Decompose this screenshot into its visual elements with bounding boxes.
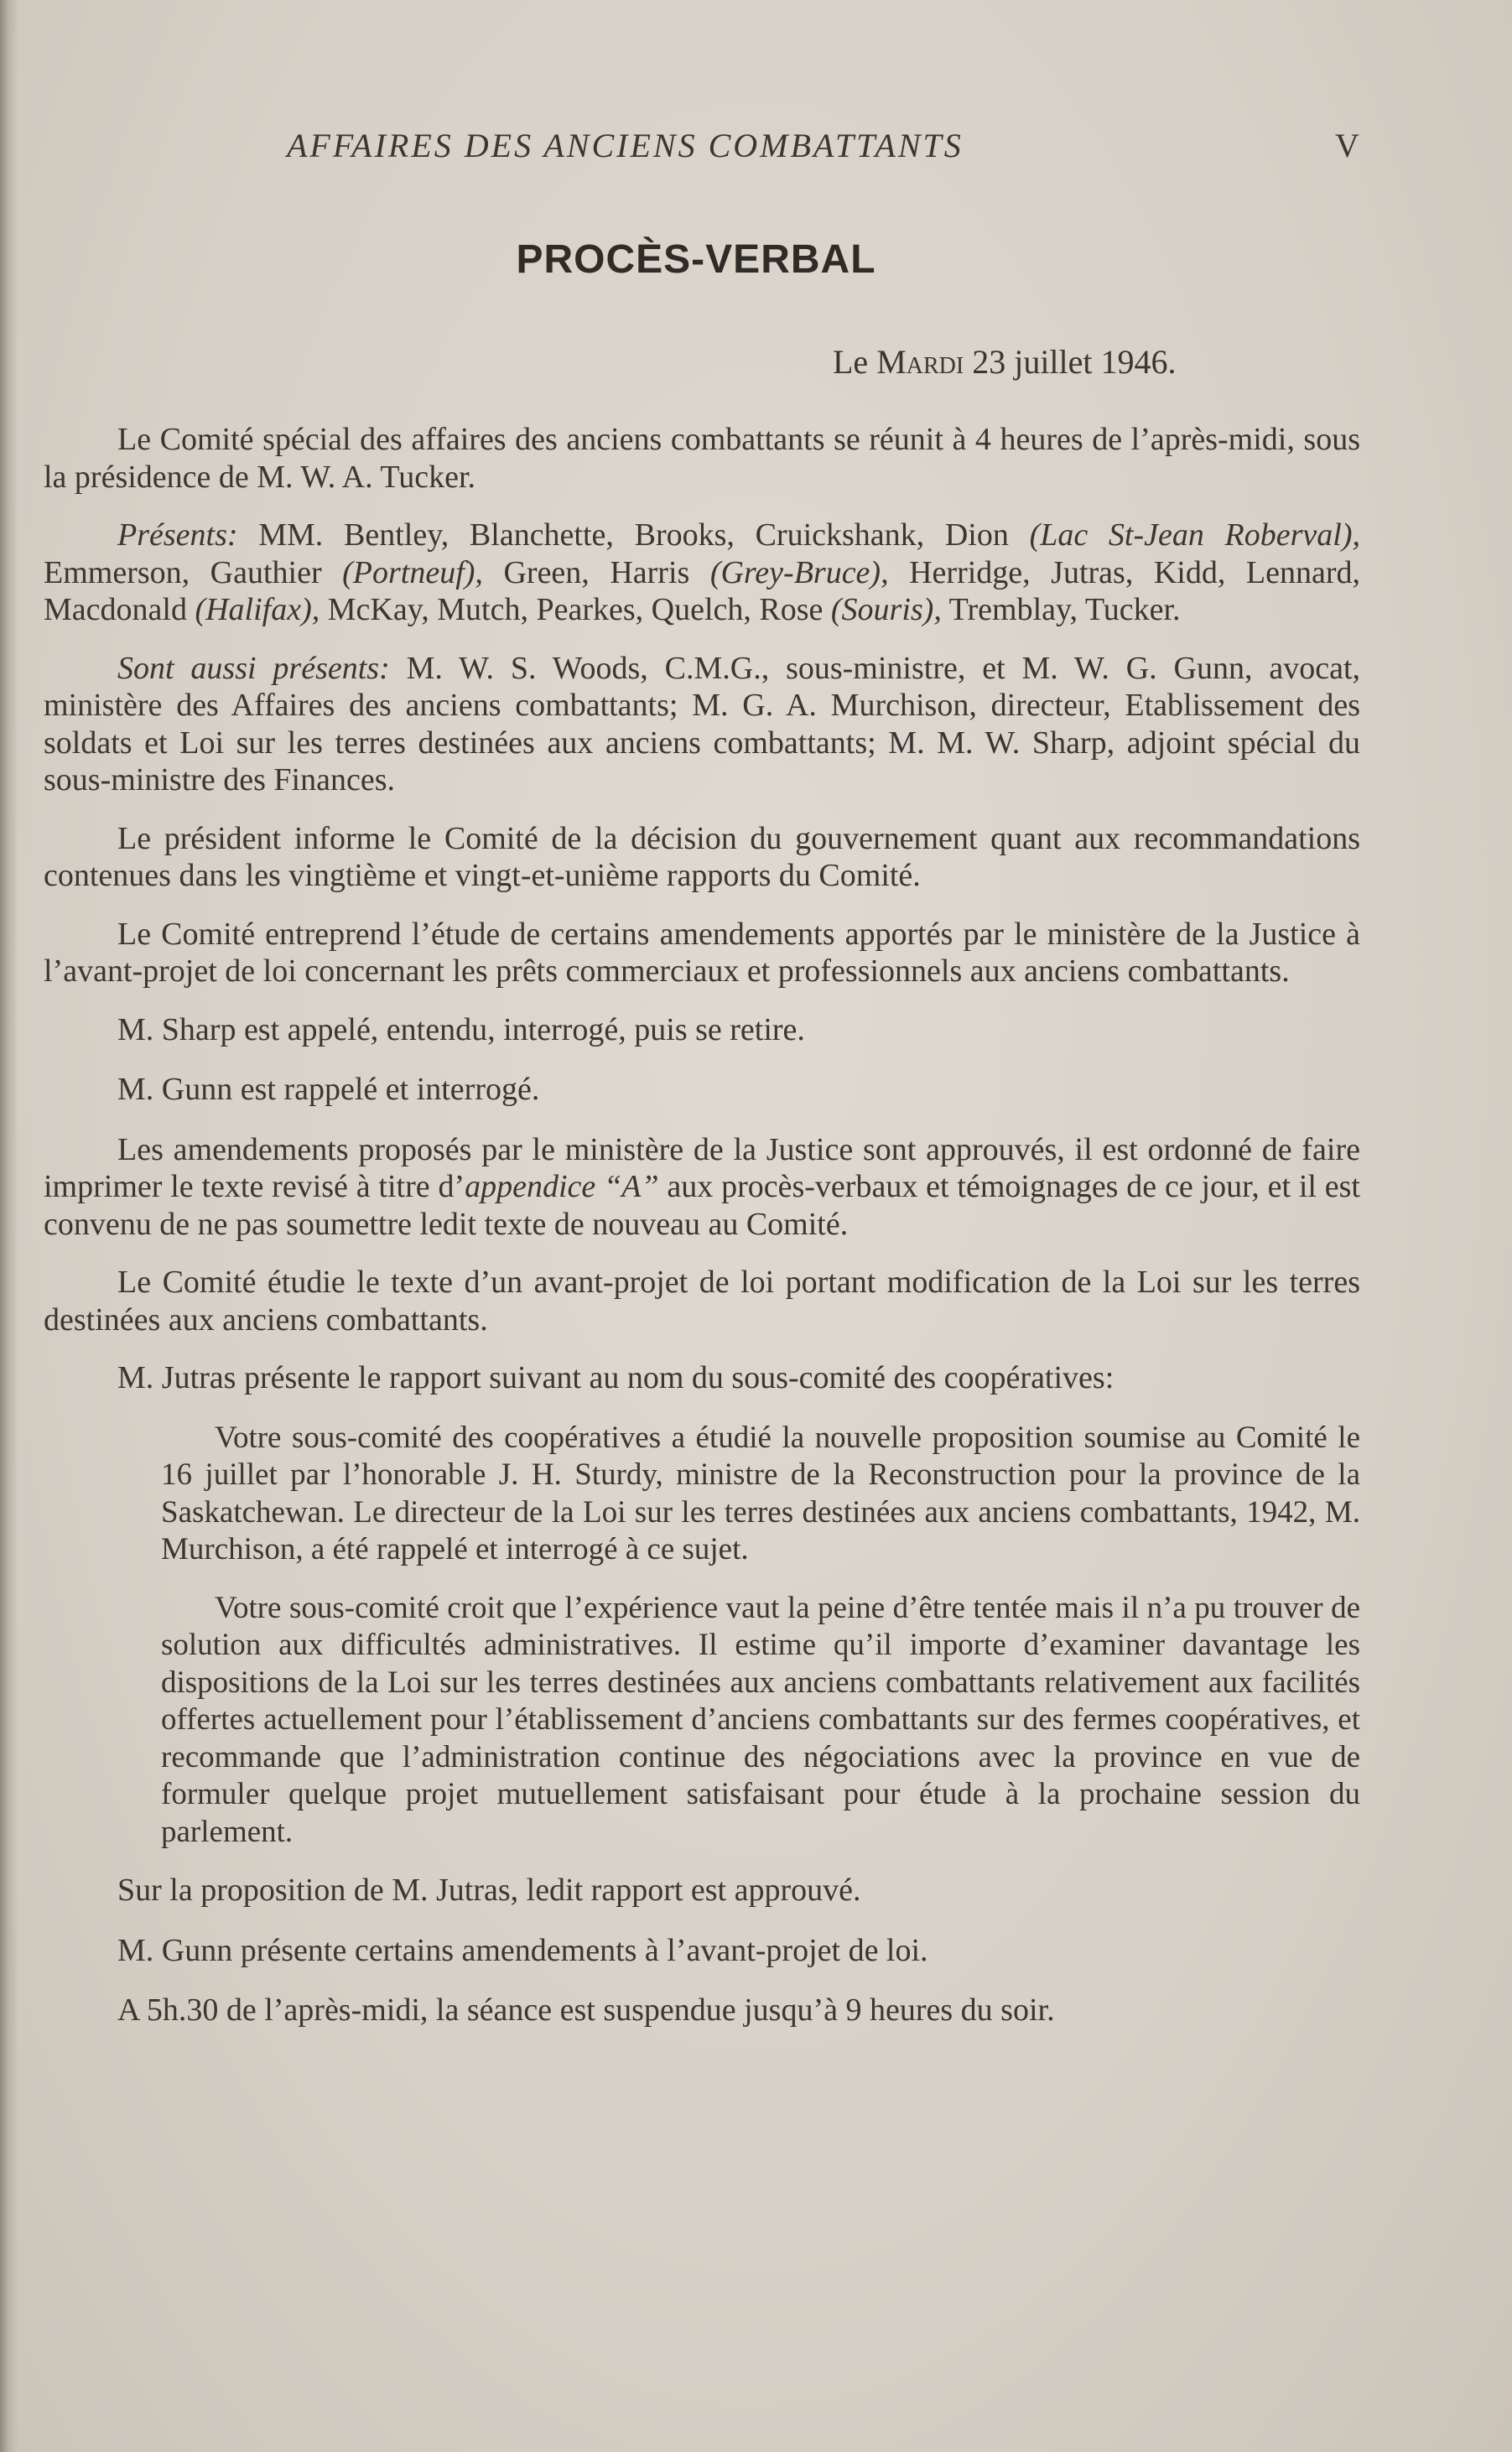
paragraph-bill-study: Le Comité étudie le texte d’un avant-projet de loi portant modification de la Loi sur les terres destinées aux anciens combattants. (44, 1265, 1360, 1338)
paragraph-amendments-approved: Les amendements proposés par le ministère de la Justice sont approuvés, il est ordonné de faire imprimer le texte revisé à titre d’appendice “A” aux procès-verbaux et témoignages de ce jour, et il est convenu de ne pas soumettre ledit texte de nouveau au Comité. (44, 1131, 1360, 1242)
page-title: PROCÈS-VERBAL (516, 237, 876, 282)
paragraph-adjournment: A 5h.30 de l’après-midi, la séance est suspendue jusqu’à 9 heures du soir. (117, 1992, 1055, 2028)
meeting-date (833, 342, 1177, 382)
paragraph-report-approved: Sur la proposition de M. Jutras, ledit rapport est approuvé. (117, 1873, 861, 1908)
paragraph-sharp: M. Sharp est appelé, entendu, interrogé, puis se retire. (117, 1011, 805, 1047)
running-title: AFFAIRES DES ANCIENS COMBATTANTS (287, 127, 964, 164)
minutes-body (44, 421, 1360, 2050)
paragraph-also-present: Sont aussi présents: M. W. S. Woods, C.M.G., sous-ministre, et M. W. G. Gunn, avocat, ministère des Affaires des anciens combattants; M. G. A. Murchison, directeur, Etablissement des soldats et Loi sur les terres destinées aux anciens combattants; M. M. W. Sharp, adjoint spécial du sous-ministre des Finances. (44, 650, 1361, 797)
date-rest: 23 juillet 1946. (964, 343, 1177, 381)
paragraph-gunn-recalled: M. Gunn est rappelé et interrogé. (117, 1072, 540, 1107)
report-quote-1: Votre sous-comité des coopératives a étudié la nouvelle proposition soumise au Comité le 16 juillet par l’honorable J. H. Sturdy, ministre de la Reconstruction pour la province de la Saskatchewan. Le directeur de la Loi sur les terres destinées aux anciens combattants, 1942, M. Murchison, a été rappelé et interrogé à ce sujet. (161, 1420, 1360, 1566)
report-quote-2: Votre sous-comité croit que l’expérience vaut la peine d’être tentée mais il n’a pu trouver de solution aux difficultés administratives. Il estime qu’il importe d’examiner davantage les dispositions de la Loi sur les terres destinées aux anciens combattants relativement aux facilités offertes actuellement pour l’établissement d’anciens combattants sur des fermes coopératives, et recommande que l’administration continue des négociations avec la province en vue de formuler quelque projet mutuellement satisfaisant pour étude à la prochaine session du parlement. (161, 1590, 1360, 1849)
paragraph-amendments-study: Le Comité entreprend l’étude de certains amendements apportés par le ministère de la Justice à l’avant-projet de loi concernant les prêts commerciaux et professionnels aux anciens combattants. (44, 916, 1360, 989)
paragraph-gunn-amendments: M. Gunn présente certains amendements à l’avant-projet de loi. (117, 1932, 928, 1968)
date-weekday: Mardi (876, 343, 964, 381)
page-header (0, 126, 1512, 176)
page-edge-shadow (0, 0, 18, 2452)
paragraph-jutras-report: M. Jutras présente le rapport suivant au nom du sous-comité des coopératives: (117, 1360, 1115, 1395)
paragraph-members-present: Présents: MM. Bentley, Blanchette, Brooks, Cruickshank, Dion (Lac St-Jean Roberval), Emmerson, Gauthier (Portneuf), Green, Harris (Grey-Bruce), Herridge, Jutras, Kidd, Lennard, Macdonald (Halifax), McKay, Mutch, Pearkes, Quelch, Rose (Souris), Tremblay, Tucker. (44, 517, 1360, 627)
page-number: V (1335, 127, 1359, 164)
paragraph-opening: Le Comité spécial des affaires des anciens combattants se réunit à 4 heures de l’après-midi, sous la présidence de M. W. A. Tucker. (44, 422, 1360, 495)
date-prefix: Le (833, 343, 877, 381)
paragraph-president-informs: Le président informe le Comité de la décision du gouvernement quant aux recommandations contenues dans les vingtième et vingt-et-unième rapports du Comité. (44, 820, 1360, 893)
